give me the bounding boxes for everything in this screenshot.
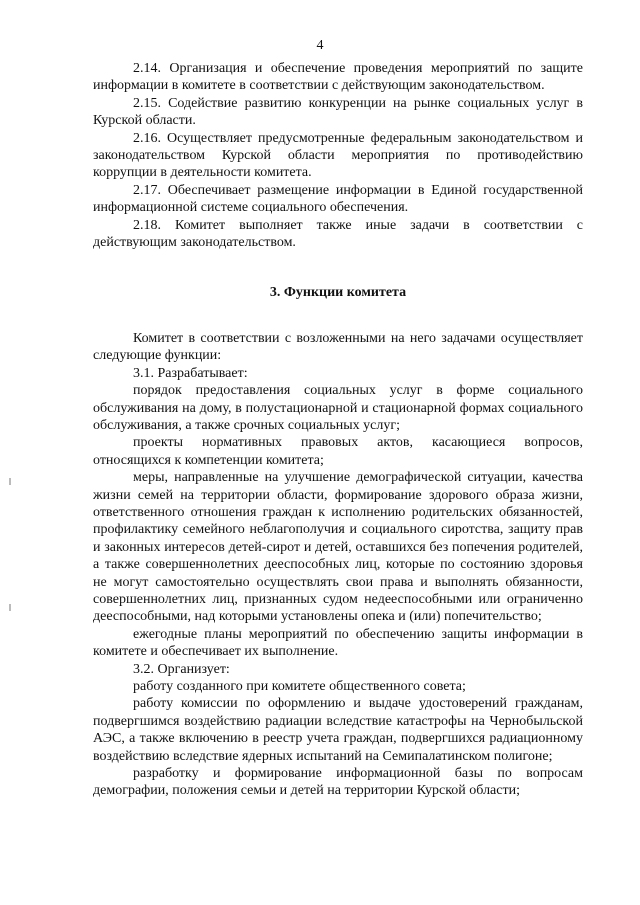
spacer — [93, 251, 583, 284]
paragraph-2-17: 2.17. Обеспечивает размещение информации в Единой государственной информационной системе социального обеспечения. — [93, 182, 583, 216]
paragraph-intro: Комитет в соответствии с возложенными на него задачами осуществляет следующие функции: — [93, 330, 583, 364]
paragraph-item: работу созданного при комитете общественного совета; — [133, 679, 466, 694]
paragraph-item: ежегодные планы мероприятий по обеспечению защиты информации в комитете и обеспечивает их выполнение. — [93, 626, 583, 660]
paragraph-item: проекты нормативных правовых актов, касающиеся вопросов, относящихся к компетенции комитета; — [93, 435, 583, 468]
margin-mark — [9, 478, 11, 485]
section-heading: 3. Функции комитета — [269, 285, 407, 301]
paragraph-item: меры, направленные на улучшение демографической ситуации, качества жизни семей на территории области, формирование здорового образа жизни, ответственного отношения граждан к исполнению родительских обязанностей, профилактику семейного неблагополучия и социального сиротства, защиту прав и законных интересов детей-сирот и детей, оставшихся без попечения родителей, а также совершеннолетних дееспособных лиц, которые по состоянию здоровья не могут самостоятельно осуществлять свои права и выполнять обязанности, совершеннолетних лиц, признанных судом недееспособными или ограниченно дееспособными, над которыми установлены опека и (или) попечительство; — [93, 470, 583, 625]
paragraph-item: разработку и формирование информационной базы по вопросам демографии, положения семьи и детей на территории Курской области; — [93, 766, 583, 799]
paragraph-item: порядок предоставления социальных услуг в форме социального обслуживания на дому, в полустационарной и стационарной формах социального обслуживания, а также срочных социальных услуг; — [93, 383, 583, 433]
spacer — [93, 302, 583, 330]
paragraph-2-16: 2.16. Осуществляет предусмотренные федеральным законодательством и законодательством Курской области мероприятия по противодействию коррупции в деятельности комитета. — [93, 130, 583, 181]
paragraph-2-18: 2.18. Комитет выполняет также иные задачи в соответствии с действующим законодательством. — [93, 217, 583, 251]
paragraph-3-2: 3.2. Организует: — [133, 661, 230, 677]
paragraph-3-1: 3.1. Разрабатывает: — [133, 365, 248, 381]
margin-mark — [9, 604, 11, 611]
paragraph-2-14: 2.14. Организация и обеспечение проведения мероприятий по защите информации в комитете в соответствии с действующим законодательством. — [93, 61, 583, 94]
document-body — [93, 60, 583, 800]
paragraph-item: работу комиссии по оформлению и выдаче удостоверений гражданам, подвергшимся воздействию радиации вследствие катастрофы на Чернобыльской АЭС, а также включению в реестр учета граждан, подвергшихся радиационному воздействию вследствие ядерных испытаний на Семипалатинском полигоне; — [93, 696, 583, 764]
page-number: 4 — [316, 38, 324, 53]
paragraph-2-15: 2.15. Содействие развитию конкуренции на рынке социальных услуг в Курской области. — [93, 95, 583, 129]
